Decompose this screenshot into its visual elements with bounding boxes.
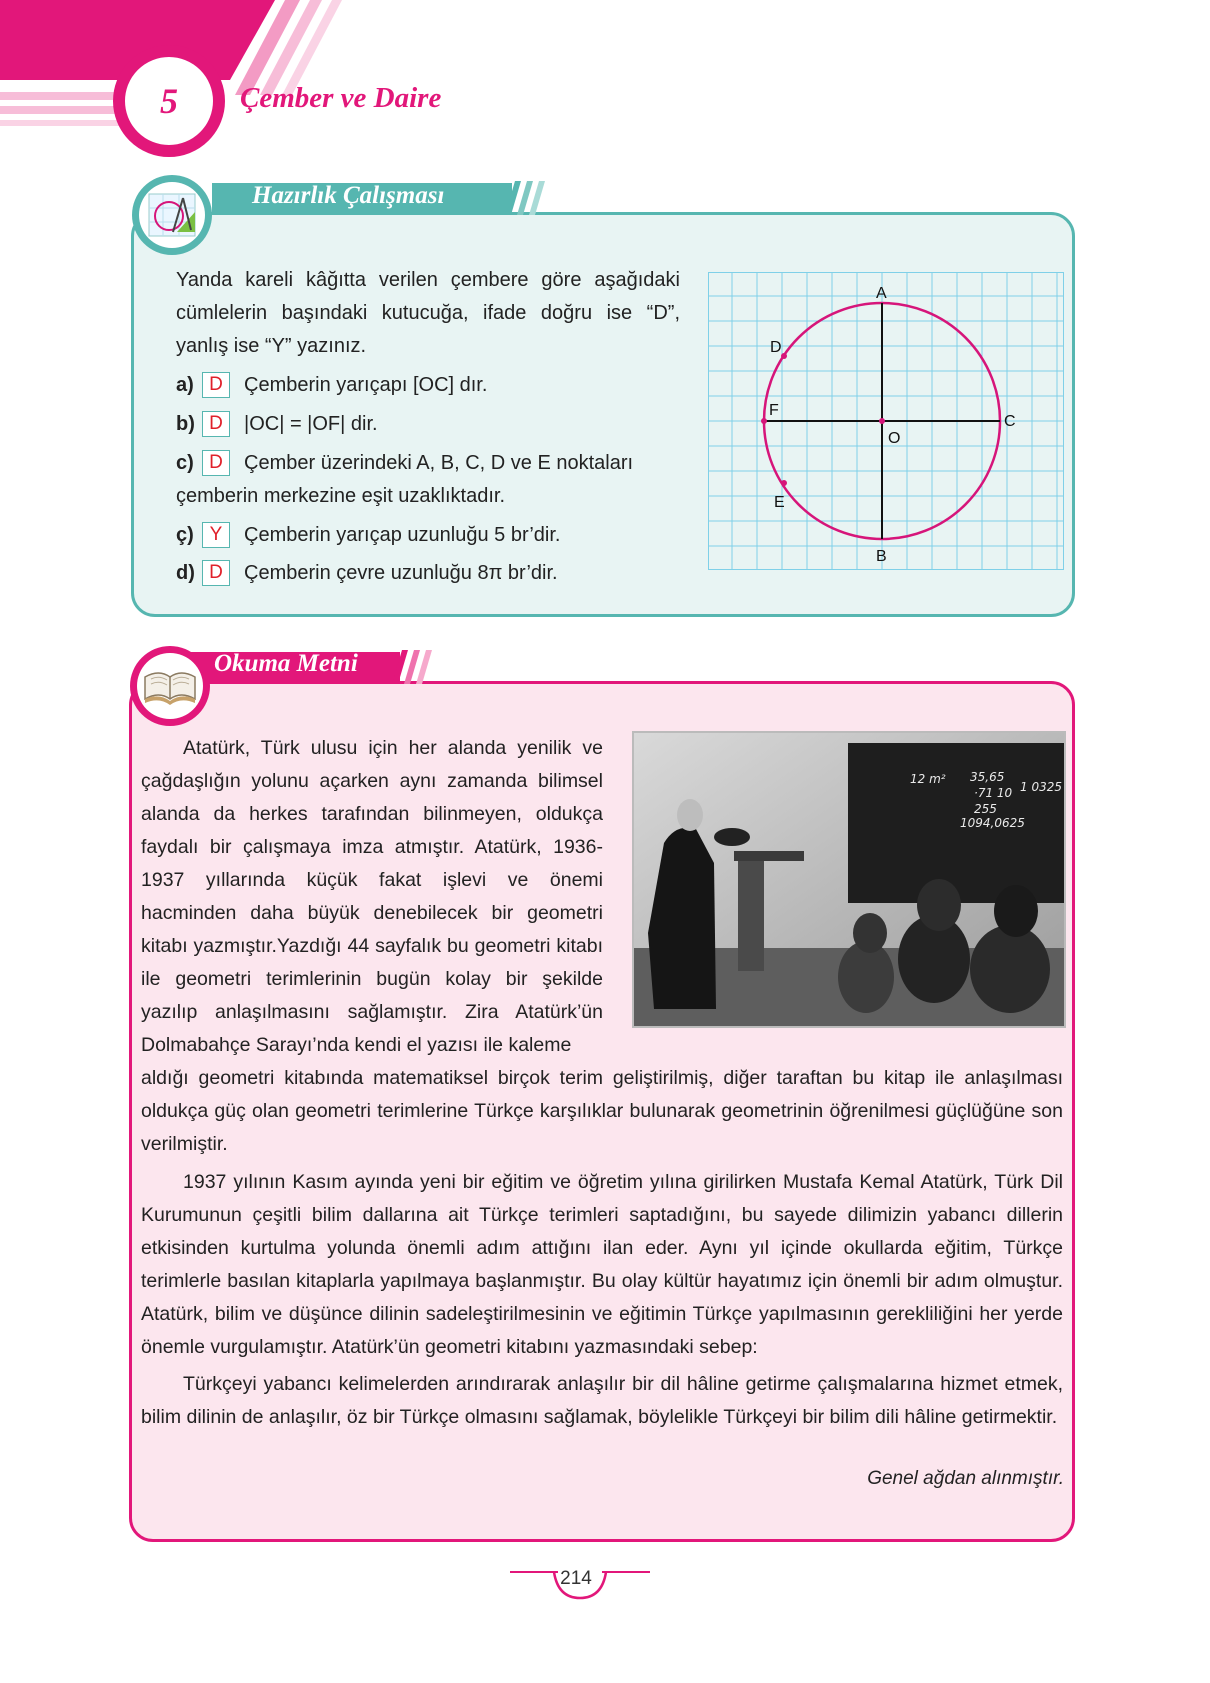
chapter-number-badge	[113, 45, 225, 157]
svg-text:·71 10: ·71 10	[974, 786, 1013, 800]
preparation-badge	[132, 175, 212, 255]
question-text: Çember üzerindeki A, B, C, D ve E noktaları	[244, 452, 634, 474]
svg-text:255: 255	[974, 802, 997, 816]
question-c-continued: çemberin merkezine eşit uzaklıktadır.	[176, 485, 506, 507]
blackboard	[848, 743, 1064, 903]
answer-box[interactable]: D	[202, 372, 230, 398]
question-text: Çemberin yarıçapı [OC] dır.	[244, 374, 488, 396]
answer-box[interactable]: D	[202, 450, 230, 476]
label-o: O	[888, 430, 901, 447]
page-number: 214	[560, 1568, 592, 1589]
reading-paragraph-1-continued: aldığı geometri kitabında matematiksel birçok terim geliştirilmiş, diğer taraftan bu kitap ile anlaşılması oldukça güç olan geometri terimlerine Türkçe karşılıklar bulunarak geometrinin öğrenilmesi güçlüğüne son verilmiştir.	[141, 1067, 1063, 1155]
banner-slash-decoration	[392, 650, 442, 686]
chapter-title: Çember ve Daire	[240, 82, 442, 114]
answer-box[interactable]: Y	[202, 522, 230, 548]
question-a	[176, 370, 487, 400]
question-text: Çemberin çevre uzunluğu 8π br’dir.	[244, 562, 558, 584]
question-text: |OC| = |OF| dir.	[244, 413, 378, 435]
svg-text:35,65: 35,65	[970, 770, 1005, 784]
svg-text:1 0325: 1 0325	[1020, 780, 1062, 794]
preparation-title: Hazırlık Çalışması	[252, 182, 445, 209]
reading-paragraph-2: 1937 yılının Kasım ayında yeni bir eğitim ve öğretim yılına girilirken Mustafa Kemal Atatürk, Türk Dil Kurumunun çeşitli bilim dallarına ait Türkçe terimleri saptadığını, bu sayede dilimizin yabancı dillerin etkisinden kurtulma yolunda önemli adım attığını ilan eder. Aynı yıl içinde okullarda eğitim, Türkçe terimlerle basılan kitaplarla yapılmaya başlanmıştır. Bu olay kültür hayatımız için önemli bir adım olmuştur. Atatürk, bilim ve düşünce dilinin sadeleştirilmesinin ve eğitimin Türkçe yapılmasının gerekliliğini her yerde önemle vurgulamıştır. Atatürk’ün geometri kitabını yazmasındaki sebep:	[141, 1171, 1063, 1358]
label-d: D	[770, 339, 782, 356]
point-f	[761, 418, 767, 424]
label-f: F	[769, 402, 779, 419]
center-point	[879, 418, 885, 424]
answer-box[interactable]: D	[202, 560, 230, 586]
answer-box[interactable]: D	[202, 411, 230, 437]
label-e: E	[774, 494, 785, 511]
question-letter: a)	[176, 374, 194, 396]
question-letter: d)	[176, 562, 195, 584]
svg-text:12 m²: 12 m²	[910, 772, 946, 786]
question-d	[176, 558, 558, 588]
label-b: B	[876, 548, 887, 565]
question-letter: c)	[176, 452, 194, 474]
open-book-icon	[137, 653, 203, 719]
label-c: C	[1004, 413, 1016, 430]
circle-grid-figure	[708, 272, 1064, 570]
label-a: A	[876, 285, 887, 302]
question-text: Çemberin yarıçap uzunluğu 5 br’dir.	[244, 524, 561, 546]
source-note: Genel ağdan alınmıştır.	[867, 1468, 1064, 1489]
point-d	[781, 353, 787, 359]
banner-slash-decoration	[505, 181, 555, 217]
historic-classroom-photo	[632, 731, 1066, 1028]
reading-paragraph-1: Atatürk, Türk ulusu için her alanda yenilik ve çağdaşlığın yolunu açarken aynı zamanda bilimsel alanda da herkes tarafından bilinmeyen, oldukça faydalı bir çalışmaya imza atmıştır. Atatürk, 1936-1937 yıllarında küçük fakat işlevi ve önemi hacminden daha büyük denebilecek bir geometri kitabı yazmıştır.Yazdığı 44 sayfalık bu geometri kitabı ile geometri terimlerinin bugün kolay bir şekilde yazılıp anlaşılmasını sağlamıştır. Zira Atatürk’ün Dolmabahçe Sarayı’nda kendi el yazısı ile kaleme	[141, 737, 603, 1056]
question-cc	[176, 520, 560, 550]
point-e	[781, 480, 787, 486]
preparation-instructions: Yanda kareli kâğıtta verilen çembere göre aşağıdaki cümlelerin başındaki kutucuğa, ifade doğru ise “D”, yanlış ise “Y” yazınız.	[176, 269, 680, 357]
reading-paragraph-3: Türkçeyi yabancı kelimelerden arındırarak anlaşılır bir dil hâline getirme çalışmalarına hizmet etmek, bilim dilinin de anlaşılır, öz bir Türkçe olmasını sağlamak, böylelikle Türkçeyi bir bilim dili hâline getirmektir.	[141, 1373, 1063, 1428]
reading-title: Okuma Metni	[214, 650, 358, 677]
chapter-number: 5	[160, 81, 178, 121]
svg-text:1094,0625: 1094,0625	[960, 816, 1025, 830]
question-letter: b)	[176, 413, 195, 435]
question-c	[176, 448, 633, 478]
question-b	[176, 409, 378, 439]
question-letter: ç)	[176, 524, 194, 546]
geometry-tools-icon	[139, 182, 205, 248]
reading-badge	[130, 646, 210, 726]
classroom-illustration	[634, 733, 1064, 1026]
